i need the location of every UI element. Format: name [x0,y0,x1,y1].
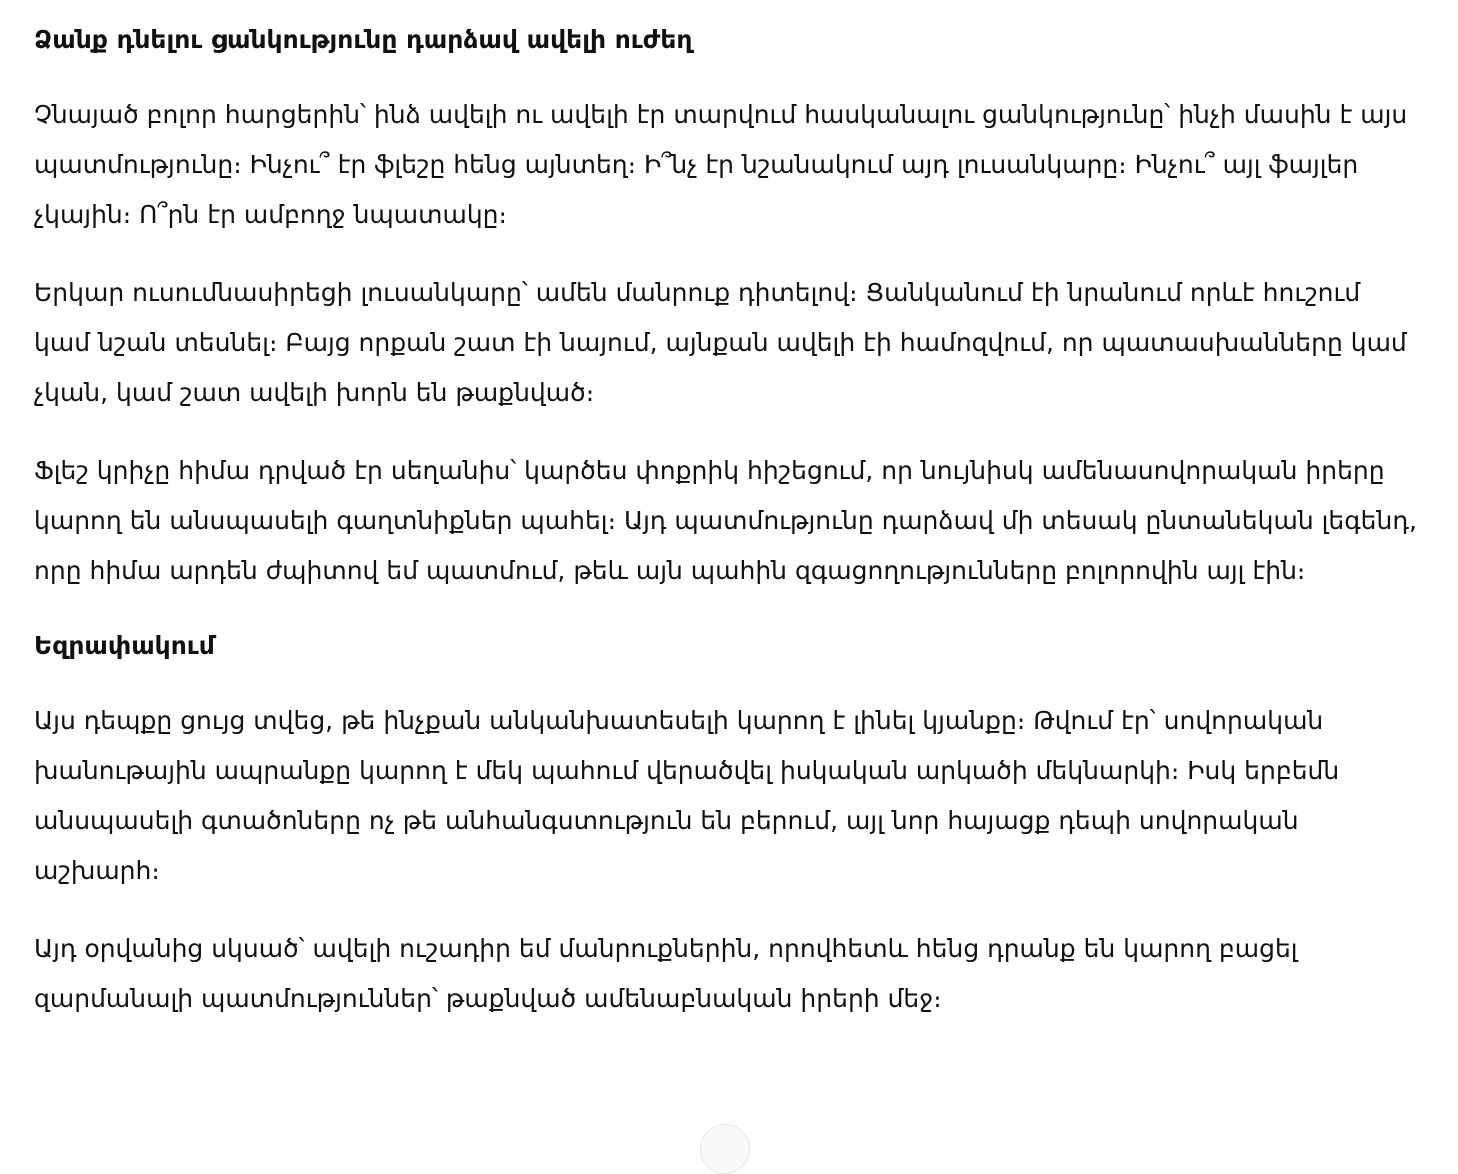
paragraph: Այս դեպքը ցույց տվեց, թե ինչքան անկանխատեսելի կարող է լինել կյանքը։ Թվում էր՝ սովորական խանութային ապրանքը կարող է մեկ պահում վերածվել իսկական արկածի մեկնարկի։ Իսկ երբեմն անսպասելի գտածոները ոչ թե անհանգստություն են բերում, այլ նոր հայացք դեպի սովորական աշխարհ։ [34,706,1340,885]
conclusion-heading: Եզրափակում [34,631,215,660]
paragraph: Չնայած բոլոր հարցերին՝ ինձ ավելի ու ավելի էր տարվում հասկանալու ցանկությունը՝ ինչի մասին է այս պատմությունը։ Ինչու՞ էր ֆլեշը հենց այնտեղ։ Ի՞նչ էր նշանակում այդ լուսանկարը։ Ինչու՞ այլ ֆայլեր չկային։ Ո՞րն էր ամբողջ նպատակը։ [34,100,1408,229]
section-heading: Ձանք դնելու ցանկությունը դարձավ ավելի ուժեղ [34,25,693,54]
article-content [34,18,1424,1052]
paragraph: Այդ օրվանից սկսած՝ ավելի ուշադիր եմ մանրուքներին, որովհետև հենց դրանք են կարող բացել զարմանալի պատմություններ՝ թաքնված ամենաբնական իրերի մեջ։ [34,934,1298,1013]
paragraph: Ֆլեշ կրիչը հիմա դրված էր սեղանիս՝ կարծես փոքրիկ հիշեցում, որ նույնիսկ ամենասովորական իրերը կարող են անսպասելի գաղտնիքներ պահել։ Այդ պատմությունը դարձավ մի տեսակ ընտանեկան լեգենդ, որը հիմա արդեն ժպիտով եմ պատմում, թեև այն պահին զգացողությունները բոլորովին այլ էին։ [34,456,1417,585]
paragraph: Երկար ուսումնասիրեցի լուսանկարը՝ ամեն մանրուք դիտելով։ Ցանկանում էի նրանում որևէ հուշում կամ նշան տեսնել։ Բայց որքան շատ էի նայում, այնքան ավելի էի համոզվում, որ պատասխանները կամ չկան, կամ շատ ավելի խորն են թաքնված։ [34,278,1407,407]
